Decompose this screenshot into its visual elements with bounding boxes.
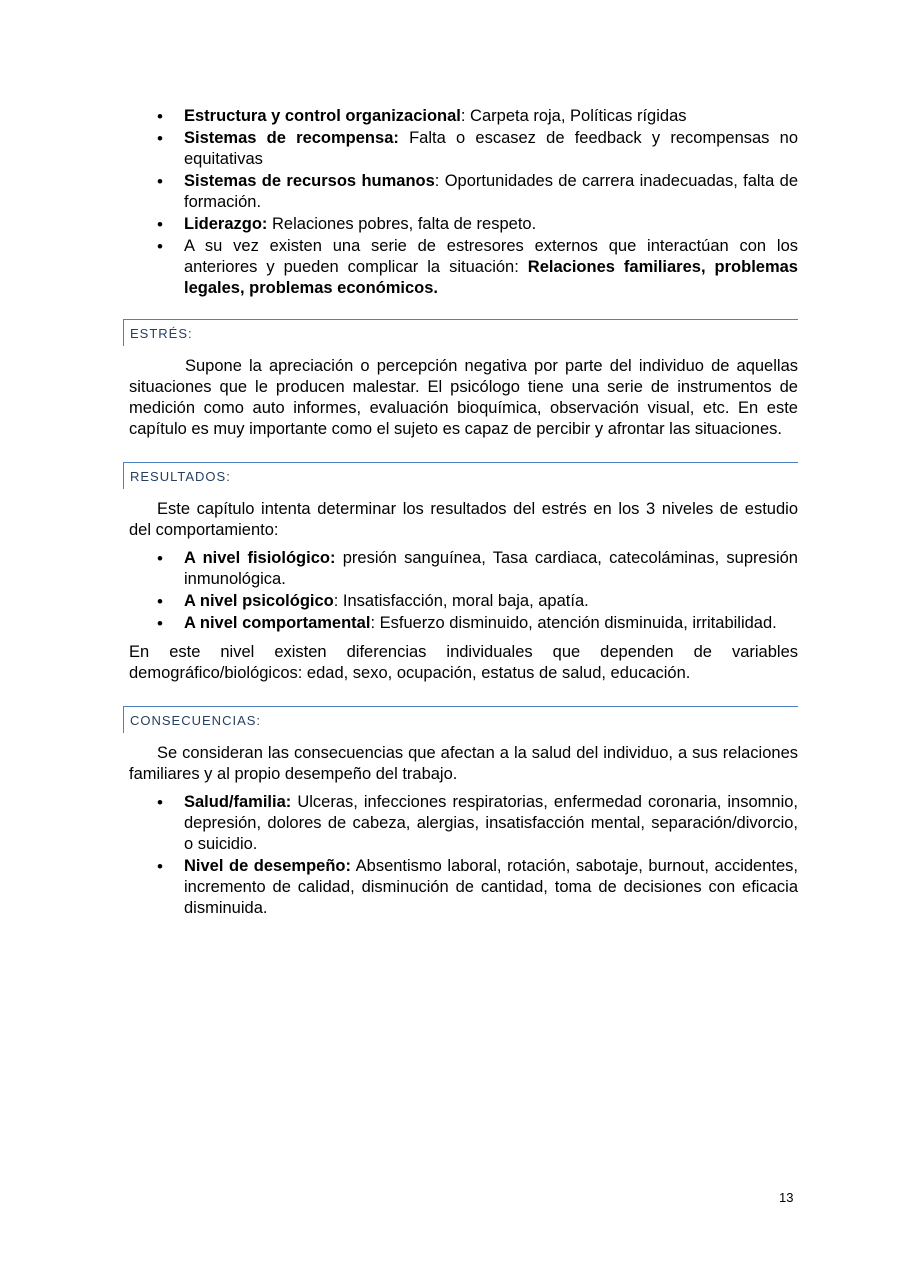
list-item <box>184 792 798 855</box>
section-heading-estres: ESTRÉS: <box>123 319 798 346</box>
item-term: Liderazgo: <box>184 215 268 233</box>
list-item <box>184 548 798 590</box>
item-term: Estructura y control organizacional <box>184 107 461 125</box>
item-term: Relaciones familiares, problemas legales, problemas económicos. <box>184 258 798 297</box>
consecuencias-intro: Se consideran las consecuencias que afectan a la salud del individuo, a sus relaciones familiares y al propio desempeño del trabajo. <box>129 744 798 783</box>
organizational-stressors-list <box>129 106 798 299</box>
item-term: Sistemas de recompensa: <box>184 129 399 147</box>
item-text: Relaciones pobres, falta de respeto. <box>267 215 537 233</box>
item-text: presión sanguínea, Tasa cardiaca, catecoláminas, supresión inmunológica. <box>184 549 798 588</box>
item-term: A nivel psicológico <box>184 592 334 610</box>
item-text: : Oportunidades de carrera inadecuadas, falta de formación. <box>184 172 798 211</box>
list-item <box>184 106 798 127</box>
item-term: Sistemas de recursos humanos <box>184 172 435 190</box>
item-text: : Esfuerzo disminuido, atención disminuida, irritabilidad. <box>370 614 777 632</box>
list-item <box>184 128 798 170</box>
page-content <box>129 106 798 920</box>
list-item <box>184 214 798 235</box>
list-item <box>184 591 798 612</box>
list-item <box>184 613 798 634</box>
resultados-intro: Este capítulo intenta determinar los resultados del estrés en los 3 niveles de estudio del comportamiento: <box>129 500 798 539</box>
spacer <box>129 635 798 642</box>
item-term: A nivel fisiológico: <box>184 549 336 567</box>
page-number: 13 <box>779 1190 794 1205</box>
resultados-list <box>129 548 798 634</box>
spacer <box>129 541 798 548</box>
list-item <box>184 236 798 299</box>
item-term: Salud/familia: <box>184 793 292 811</box>
item-text: Falta o escasez de feedback y recompensas no equitativas <box>184 129 798 168</box>
item-text: : Carpeta roja, Políticas rígidas <box>460 107 687 125</box>
spacer <box>129 785 798 792</box>
list-item <box>184 856 798 919</box>
consecuencias-list <box>129 792 798 919</box>
item-term: A nivel comportamental <box>184 614 371 632</box>
section-heading-resultados: RESULTADOS: <box>123 462 798 489</box>
item-text: : Insatisfacción, moral baja, apatía. <box>333 592 589 610</box>
resultados-closing: En este nivel existen diferencias individuales que dependen de variables demográfico/biológicos: edad, sexo, ocupación, estatus de salud, educación. <box>129 643 798 682</box>
item-text: Absentismo laboral, rotación, sabotaje, burnout, accidentes, incremento de calidad, disminución de cantidad, toma de decisiones con eficacia disminuida. <box>184 857 798 917</box>
estres-paragraph: Supone la apreciación o percepción negativa por parte del individuo de aquellas situaciones que le producen malestar. El psicólogo tiene una serie de instrumentos de medición como auto informes, evaluación bioquímica, observación visual, etc. En este capítulo es muy importante como el sujeto es capaz de percibir y afrontar las situaciones. <box>129 357 798 438</box>
item-term: Nivel de desempeño: <box>184 857 351 875</box>
list-item <box>184 171 798 213</box>
section-heading-consecuencias: CONSECUENCIAS: <box>123 706 798 733</box>
item-text: Ulceras, infecciones respiratorias, enfermedad coronaria, insomnio, depresión, dolores de cabeza, alergias, insatisfacción mental, separación/divorcio, o suicidio. <box>184 793 798 853</box>
item-text: A su vez existen una serie de estresores externos que interactúan con los anteriores y pueden complicar la situación: <box>184 237 798 276</box>
